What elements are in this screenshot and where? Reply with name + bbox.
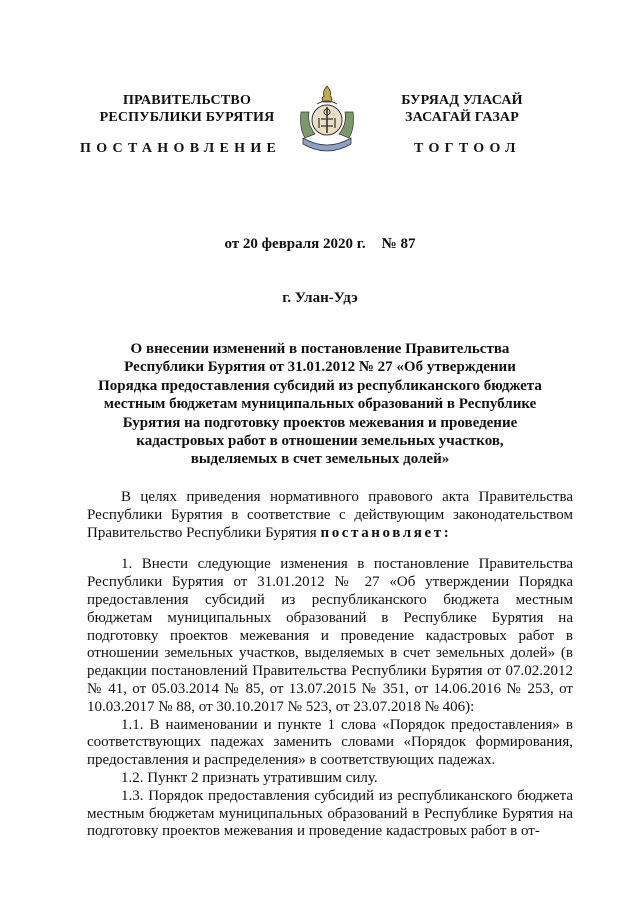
paragraph-1: 1. Внести следующие изменения в постановление Правительства Республики Бурятия от 31.01.2012 № 27 «Об утверждении Порядка предоставления субсидий из республиканского бюджета местным бюджетам муниципальных образований в Республике Бурятия на подготовку проектов межевания и проведение кадастровых работ в отношении земельных участков, выделяемых в счет земельных долей» (в редакции постановлений Правительства Республики Бурятия от 07.02.2012 № 41, от 05.03.2014 № 85, от 13.07.2015 № 351, от 14.06.2016 № 253, от 10.03.2017 № 88, от 30.10.2017 № 523, от 23.07.2018 № 406):	[87, 556, 573, 715]
doctype-russian: ПОСТАНОВЛЕНИЕ	[80, 141, 282, 156]
paragraph-1-2: 1.2. Пункт 2 признать утратившим силу.	[121, 769, 378, 786]
doctype-buryat: ТОГТООЛ	[414, 141, 521, 156]
title-line: Бурятия на подготовку проектов межевания и проведение	[122, 414, 518, 431]
document-date-number	[0, 236, 640, 253]
title-line: О внесении изменений в постановление Правительства	[130, 341, 510, 357]
header-left-line2: РЕСПУБЛИКИ БУРЯТИЯ	[99, 110, 275, 125]
document-date: от 20 февраля 2020 г.	[224, 236, 366, 252]
title-line: Порядка предоставления субсидий из республиканского бюджета	[98, 377, 542, 394]
intro-keyword: постановляет:	[320, 524, 452, 541]
document-body	[87, 489, 573, 841]
paragraph-1-3: 1.3. Порядок предоставления субсидий из республиканского бюджета местным бюджетам муниципальных образований в Республике Бурятия на подготовку проектов межевания и проведение кадастровых работ в от-	[87, 787, 573, 840]
header-right-line2: ЗАСАГАЙ ГАЗАР	[404, 110, 519, 125]
title-line: кадастровых работ в отношении земельных участков,	[136, 433, 504, 450]
header-right-line1: БУРЯАД УЛАСАЙ	[401, 93, 523, 108]
title-line: Республики Бурятия от 31.01.2012 № 27 «Об утверждении	[124, 359, 516, 376]
document-city: г. Улан-Удэ	[282, 290, 358, 306]
header-left-line1: ПРАВИТЕЛЬСТВО	[122, 93, 252, 108]
document-number: № 87	[381, 236, 416, 252]
intro-paragraph	[87, 489, 573, 542]
header-government-name	[82, 92, 292, 126]
paragraph-1-1: 1.1. В наименовании и пункте 1 слова «Порядок предоставления» в соответствующих падежах заменить словами «Порядок формирования, предоставления и распределения» в соответствующих падежах.	[87, 716, 573, 769]
title-line: выделяемых в счет земельных долей»	[190, 451, 450, 468]
header-government-name-buryat	[372, 92, 552, 126]
title-line: местным бюджетам муниципальных образований в Республике	[103, 396, 537, 413]
coat-of-arms-icon	[297, 82, 357, 158]
document-title	[92, 340, 548, 469]
intro-text: В целях приведения нормативного правового акта Правительства Республики Бурятия в соответствие с действующим законодательством Правительство Республики Бурятия	[87, 489, 573, 541]
